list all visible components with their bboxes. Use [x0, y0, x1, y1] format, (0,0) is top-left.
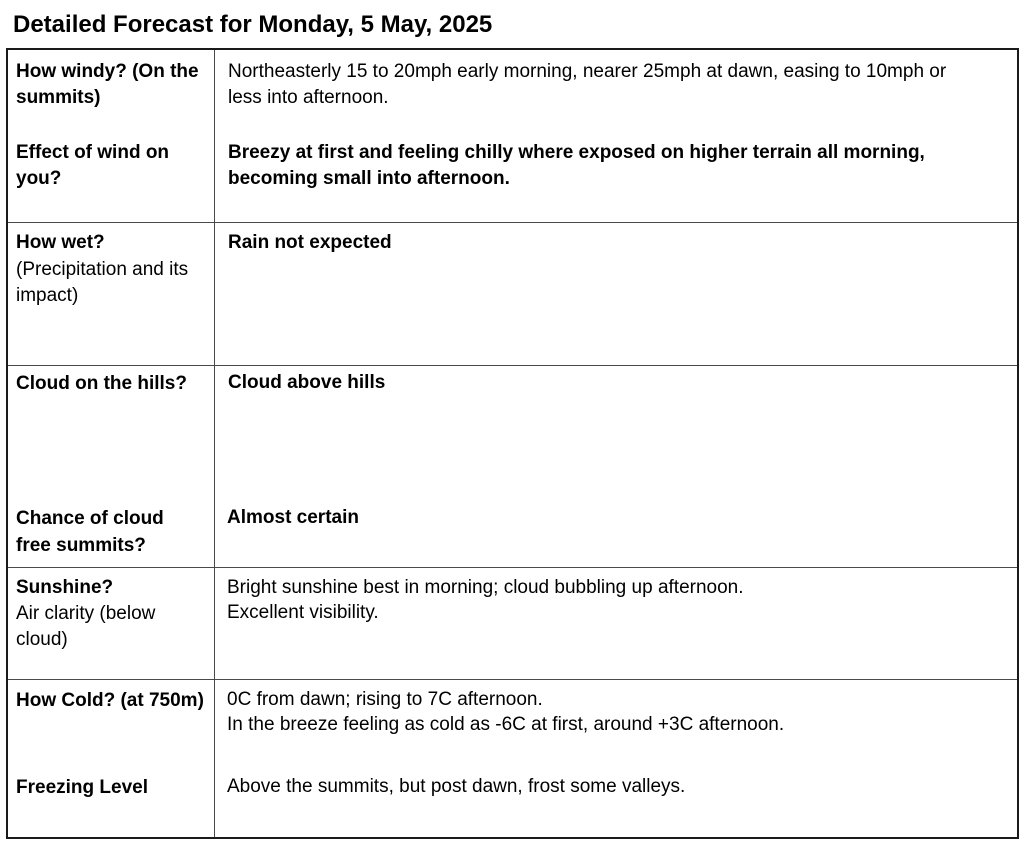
row-wet-value-cell	[215, 223, 1019, 365]
wet-value: Rain not expected	[228, 232, 392, 253]
row-cold-value-cell	[215, 680, 1019, 839]
cold-label: How Cold? (at 750m)	[16, 690, 204, 711]
sunshine-sublabel: Air clarity (below cloud)	[16, 603, 156, 650]
row-wet-label-cell	[6, 223, 215, 365]
freezing-level-value: Above the summits, but post dawn, frost some valleys.	[227, 776, 686, 797]
row-cloud-value-cell	[215, 366, 1019, 567]
row-sunshine	[6, 567, 1019, 679]
row-cloud-label-cell	[6, 366, 215, 567]
row-wet	[6, 222, 1019, 365]
row-sunshine-label-cell	[6, 568, 215, 679]
row-cold-label-cell	[6, 680, 215, 839]
cloud-value: Cloud above hills	[228, 372, 386, 393]
wet-sublabel: (Precipitation and its impact)	[16, 259, 189, 306]
forecast-table	[6, 48, 1019, 839]
cloud-free-value: Almost certain	[227, 507, 359, 528]
sunshine-label: Sunshine?	[16, 577, 114, 598]
wind-effect-label: Effect of wind on you?	[16, 142, 170, 189]
wind-label: How windy? (On the summits)	[16, 61, 199, 108]
wind-value: Northeasterly 15 to 20mph early morning, nearer 25mph at dawn, easing to 10mph or less into afternoon.	[228, 61, 947, 108]
freezing-level-label: Freezing Level	[16, 777, 148, 798]
sunshine-value: Bright sunshine best in morning; cloud bubbling up afternoon. Excellent visibility.	[227, 577, 744, 623]
row-cold	[6, 679, 1019, 839]
page-title: Detailed Forecast for Monday, 5 May, 2025	[13, 11, 493, 38]
row-wind-value-cell	[215, 48, 1019, 222]
row-wind	[6, 48, 1019, 222]
cloud-label: Cloud on the hills?	[16, 373, 187, 394]
row-sunshine-value-cell	[215, 568, 1019, 679]
row-wind-label-cell	[6, 48, 215, 222]
cold-value: 0C from dawn; rising to 7C afternoon. In the breeze feeling as cold as -6C at first, around +3C afternoon.	[227, 689, 785, 735]
wind-effect-value: Breezy at first and feeling chilly where exposed on higher terrain all morning, becoming small into afternoon.	[228, 142, 925, 189]
wet-label: How wet?	[16, 232, 105, 253]
row-cloud	[6, 365, 1019, 567]
cloud-free-label: Chance of cloud free summits?	[16, 508, 164, 556]
